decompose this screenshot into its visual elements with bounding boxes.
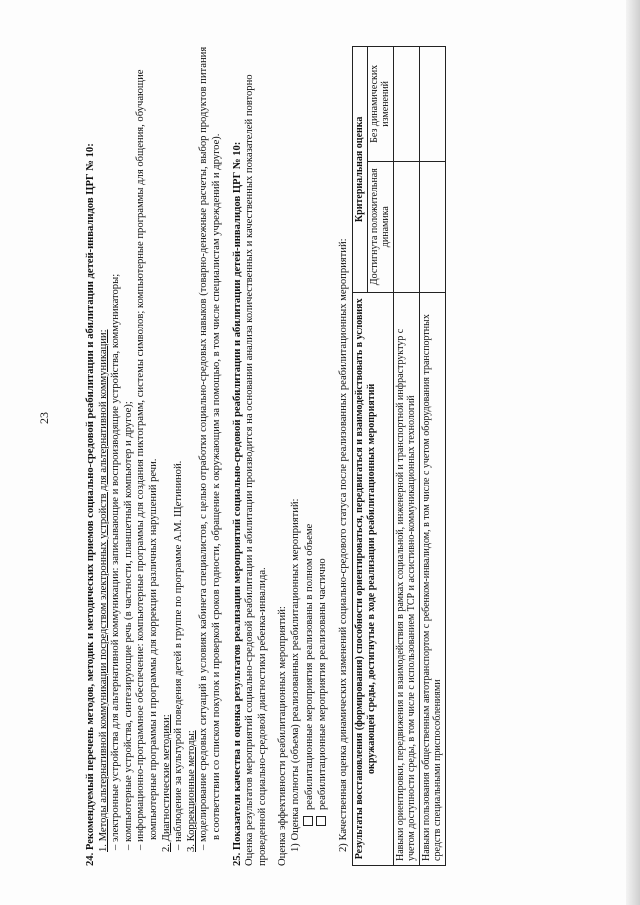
table-header-main: Результаты восстановления (формирования) способности ориентироваться, передвигаться и взаимодействовать в условиях окружающей среды, достигнутые в ходе реализации реабилитационных мероприятий [353,292,394,865]
option-label: реабилитационные мероприятия реализованы частично [317,558,329,810]
sub-2-heading: 2) Качественная оценка динамических изменений социально-средового статуса после реализованных реабилитационных мероприятий: [337,238,349,852]
rotated-content [85,46,555,866]
section-25-title: 25. Показатели качества и оценка результатов реализации мероприятий социально-средовой реабилитации и абилитации детей-инвалидов ЦРГ № 10: [231,141,243,866]
item-1-bullet: – электронные устройства для альтернативной коммуникации: записывающие и воспроизводящие устройства, коммуникаторы; [110,273,122,850]
table-header-no-change: Без динамических изменений [367,47,393,162]
efficiency-heading: Оценка эффективности реабилитационных мероприятий: [277,606,289,866]
table-header-positive: Достигнута положительная динамика [367,161,393,292]
table-cell-no-change[interactable] [419,47,445,162]
results-table [352,46,446,866]
table-row [393,47,419,866]
table-cell-skill: Навыки ориентировки, передвижения и взаимодействия в рамках социальной, инженерной и транспортной инфраструктур с учетом доступности среды, в том числе с использованием ТСР и ассистивно-коммуникационных технологий [393,292,419,865]
item-1-heading: 1. Методы альтернативной коммуникации посредством электронных устройств для альтернативной коммуникации: [97,329,109,852]
item-2-heading: 2. Диагностические методики: [160,714,172,852]
table-cell-positive[interactable] [393,161,419,292]
option-row [316,46,330,866]
page-edge-shadow [626,0,640,905]
table-cell-positive[interactable] [419,161,445,292]
section-25-intro: Оценка результатов мероприятий социально-средовой реабилитации и абилитации производится на основании анализа количественных и качественных показателей повторно проведенной социально-средовой диагностики ребенка-инвалида. [244,74,268,866]
page-number: 23 [37,412,51,424]
item-1-bullet: – информационно-программное обеспечение: компьютерные программы для создания пиктограмм, системы символов; компьютерные программы для общения, обучающие компьютерные программы и программы для коррекции различных нарушений речи. [135,69,159,850]
option-label: реабилитационные мероприятия реализованы в полном объеме [303,523,315,810]
item-3-heading: 3. Коррекционные методы: [185,730,197,852]
spacer [224,46,232,866]
table-cell-skill: Навыки пользования общественным автотранспортом с ребенком-инвалидом, в том числе с учетом оборудования транспортных средств специальными приспособлениями [419,292,445,865]
item-2-bullet: – наблюдение за культурой поведения детей в группе по программе А.М. Щетининой. [173,460,185,850]
spacer [330,46,338,866]
table-row [419,47,445,866]
checkbox-full[interactable] [303,816,313,826]
spacer [269,46,277,866]
checkbox-partial[interactable] [316,816,326,826]
table-header-row [353,47,368,866]
section-24-title: 24. Рекомендуемый перечень методов, методик и методических приемов социально-средовой реабилитации и абилитации детей-инвалидов ЦРГ № 10: [85,143,96,866]
item-3-bullet: – моделирование средовых ситуаций в условиях кабинета специалистов, с целью отработки социально-средовых навыков (товарно-денежные расчеты, выбор продуктов питания в соответствии со списком покупок и проверкой сроков годности, обращение к окружающим за помощью, в том числе специалистам учреждений и другое). [198,46,222,850]
option-row [303,46,317,866]
table-cell-no-change[interactable] [393,47,419,162]
item-1-bullet: – компьютерные устройства, синтезирующие речь (в частности, планшетный компьютер и другое); [122,401,134,850]
table-header-group: Критериальная оценка [353,47,368,293]
sub-1-heading: 1) Оценка полноты (объема) реализованных реабилитационных мероприятий: [289,498,301,852]
